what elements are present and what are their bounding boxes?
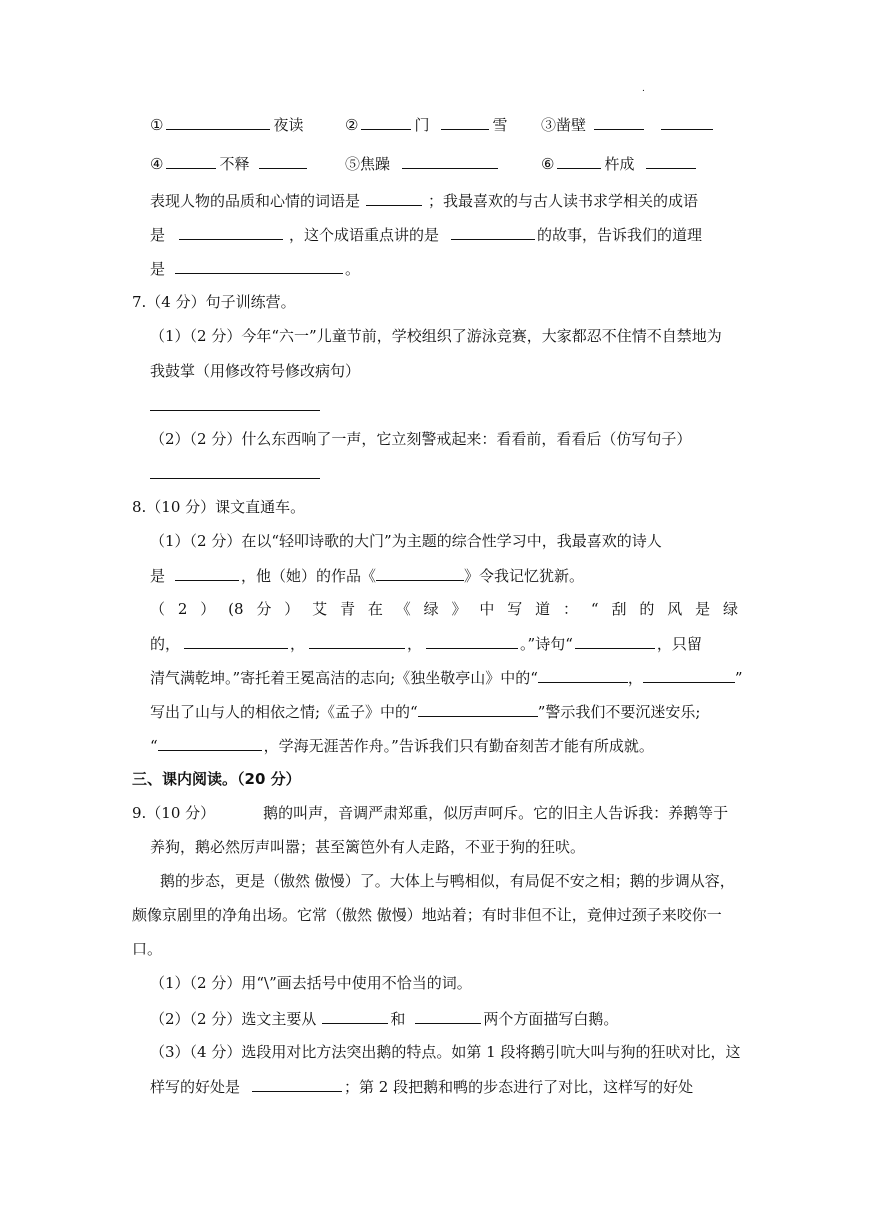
index-6: ⑥ [541, 155, 555, 173]
question-number: 9.（10 分） [132, 804, 216, 822]
blank[interactable] [538, 667, 628, 683]
passage-text: 鹅的叫声，音调严肃郑重，似厉声呵斥。它的旧主人告诉我：养鹅等于 [263, 804, 729, 822]
char: 绿 [722, 600, 738, 618]
q6-row1-item1 [150, 114, 303, 135]
q9-sub1: （1）（2 分）用“\”画去括号中使用不恰当的词。 [150, 974, 472, 992]
char: 道 [535, 600, 551, 618]
blank[interactable] [557, 153, 601, 169]
corner-mark: . [642, 84, 645, 94]
text: 是 [150, 226, 166, 244]
blank[interactable] [259, 153, 307, 169]
text: 。”诗句“ [520, 635, 573, 653]
text: 两个方面描写白鹅。 [483, 1010, 619, 1028]
q6-line1 [150, 190, 698, 211]
blank[interactable] [309, 633, 405, 649]
char: 》 [451, 600, 467, 618]
index-3: ③ [541, 116, 557, 134]
text: （2）（2 分）选文主要从 [150, 1010, 317, 1028]
text: ；我最喜欢的与古人读书求学相关的成语 [428, 192, 699, 210]
blank[interactable] [179, 224, 283, 240]
q6-line2 [150, 224, 702, 245]
q9-passage-line4: 颇像京剧里的净角出场。它常（傲然 傲慢）地站着；有时非但不让，竟伸过颈子来咬你一 [132, 906, 722, 924]
char: “ [590, 600, 599, 618]
blank[interactable] [402, 153, 498, 169]
char: 青 [340, 600, 356, 618]
blank[interactable] [166, 153, 216, 169]
word: 杵成 [604, 155, 635, 173]
char: 分 [256, 600, 272, 618]
text: ” [734, 669, 743, 687]
q7-sub2: （2）（2 分）什么东西响了一声，它立刻警戒起来：看看前，看看后（仿写句子） [150, 430, 692, 448]
blank[interactable] [643, 667, 735, 683]
q9-line1 [132, 803, 728, 823]
char: (8 [228, 600, 244, 618]
text: 。 [345, 260, 361, 278]
q6-row2-item5 [345, 153, 501, 174]
q6-line3 [150, 258, 360, 279]
blank[interactable] [252, 1076, 342, 1092]
q9-passage-line2: 养狗，鹅必然厉声叫嚣；甚至篱笆外有人走路，不亚于狗的狂吠。 [150, 838, 586, 856]
q7-sub1-line1: （1）（2 分）今年“六一”儿童节前，学校组织了游泳竞赛，大家都忍不住情不自禁地为 [150, 327, 722, 345]
section-title: 三、课内阅读。（20 分） [132, 770, 301, 788]
char: 的 [639, 600, 655, 618]
text: 清气满乾坤。”寄托着王冕高洁的志向;《独坐敬亭山》中的“ [150, 669, 538, 687]
blank[interactable] [366, 190, 422, 206]
text: ， [290, 635, 306, 653]
char: 风 [667, 600, 683, 618]
text: ，学海无涯苦作舟。”告诉我们只有勤奋刻苦才能有所成就。 [263, 737, 654, 755]
text: ”警示我们不要沉迷安乐; [537, 703, 701, 721]
q8-sub2-line2 [150, 633, 702, 654]
word: 不释 [219, 155, 250, 173]
char: 2 [177, 600, 188, 618]
blank[interactable] [166, 114, 270, 130]
text: 写出了山与人的相依之情;《孟子》中的“ [150, 703, 418, 721]
q7-sub1-line2: 我鼓掌（用修改符号修改病句） [150, 362, 361, 380]
q9-sub3-line1: （3）（4 分）选段用对比方法突出鹅的特点。如第 1 段将鹅引吭大叫与狗的狂吠对比，这 [150, 1043, 741, 1061]
q8-sub2-line3 [150, 667, 743, 688]
q8-heading: 8.（10 分）课文直通车。 [132, 498, 306, 516]
text: 表现人物的品质和心情的词语是 [150, 192, 361, 210]
char: 《 [395, 600, 411, 618]
text: 的故事，告诉我们的道理 [537, 226, 703, 244]
blank[interactable] [376, 565, 464, 581]
q6-row2-item6 [541, 153, 699, 174]
word: 雪 [492, 116, 508, 134]
char: 绿 [423, 600, 439, 618]
char: ： [563, 600, 579, 618]
blank[interactable] [451, 224, 535, 240]
q6-row2-item4 [150, 153, 310, 174]
char: 在 [367, 600, 383, 618]
q9-sub3-line2 [150, 1076, 693, 1097]
text: 的， [150, 635, 181, 653]
char: 艾 [312, 600, 328, 618]
blank[interactable] [426, 633, 518, 649]
q7-heading: 7.（4 分）句子训练营。 [132, 293, 296, 311]
blank[interactable] [184, 633, 288, 649]
index-5: ⑤ [345, 155, 361, 173]
char: ） [200, 600, 216, 618]
q9-sub2 [150, 1008, 618, 1029]
text: 》令我记忆犹新。 [464, 567, 585, 585]
text: 是 [150, 260, 166, 278]
index-4: ④ [150, 155, 164, 173]
blank[interactable] [361, 114, 411, 130]
q9-passage-line5: 口。 [132, 940, 163, 958]
blank[interactable] [646, 153, 696, 169]
blank[interactable] [175, 565, 239, 581]
char: 写 [507, 600, 523, 618]
char: 刮 [611, 600, 627, 618]
blank[interactable] [415, 1008, 481, 1024]
blank[interactable] [661, 114, 713, 130]
text: “ [150, 737, 158, 755]
index-1: ① [150, 116, 164, 134]
char: 中 [479, 600, 495, 618]
word: 凿壁 [556, 116, 587, 134]
text: ，这个成语重点讲的是 [289, 226, 440, 244]
blank[interactable] [158, 735, 262, 751]
blank[interactable] [441, 114, 489, 130]
text: 和 [390, 1010, 406, 1028]
q6-row1-item2 [345, 114, 507, 135]
blank[interactable] [594, 114, 644, 130]
q8-sub1-line2 [150, 565, 584, 586]
q6-row1-item3 [541, 114, 716, 135]
q8-sub2-line5 [150, 735, 654, 756]
word: 焦躁 [360, 155, 391, 173]
char: 是 [695, 600, 711, 618]
answer-line[interactable] [150, 478, 320, 479]
q8-sub1-line1: （1）（2 分）在以“轻叩诗歌的大门”为主题的综合性学习中，我最喜欢的诗人 [150, 532, 662, 550]
char: ） [284, 600, 300, 618]
blank[interactable] [575, 633, 655, 649]
text: ， [407, 635, 423, 653]
q9-passage-line3: 鹅的步态，更是（傲然 傲慢）了。大体上与鸭相似，有局促不安之相；鹅的步调从容， [160, 872, 735, 890]
blank[interactable] [175, 258, 343, 274]
text: ， [627, 669, 643, 687]
text: 是 [150, 567, 166, 585]
answer-line[interactable] [150, 410, 320, 411]
q8-sub2-line4 [150, 701, 700, 722]
text: 样写的好处是 [150, 1078, 241, 1096]
char: （ [150, 600, 166, 618]
word: 门 [414, 116, 430, 134]
q8-sub2-line1 [150, 599, 738, 619]
text: ；第 2 段把鹅和鸭的步态进行了对比，这样写的好处 [344, 1078, 694, 1096]
text: ，他（她）的作品《 [241, 567, 377, 585]
index-2: ② [345, 116, 359, 134]
text: ，只留 [656, 635, 702, 653]
blank[interactable] [418, 701, 538, 717]
word: 夜读 [273, 116, 304, 134]
blank[interactable] [322, 1008, 388, 1024]
